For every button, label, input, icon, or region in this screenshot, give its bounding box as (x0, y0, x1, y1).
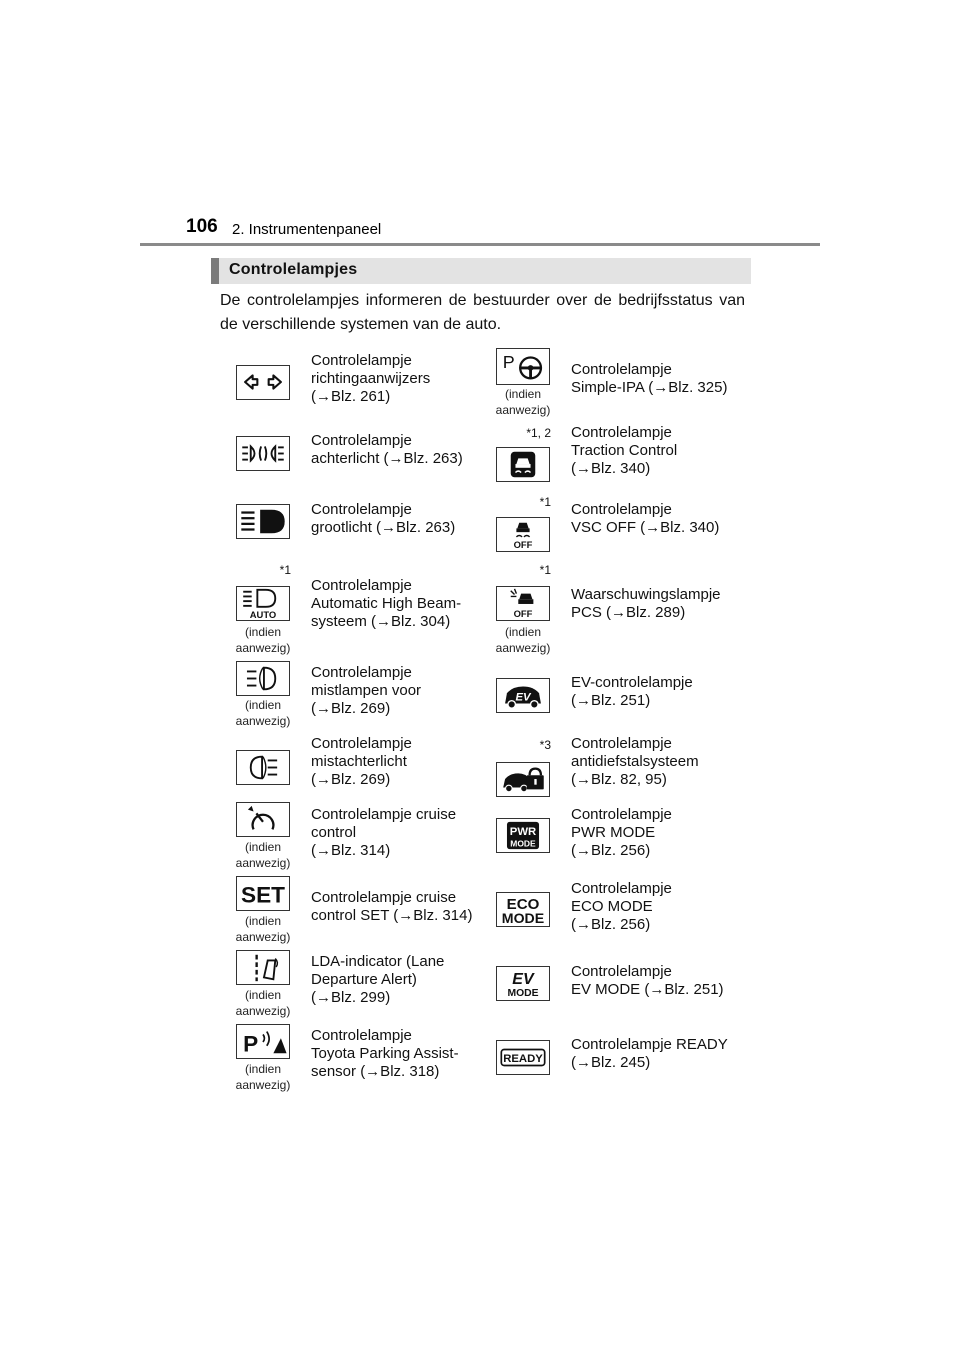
lda-description: LDA-indicator (Lane Departure Alert) (→Blz. 299) (311, 953, 445, 1006)
tail-lights-description: Controlelampje achterlicht (→Blz. 263) (311, 432, 463, 467)
optional-note: (indien aanwezig) (495, 387, 551, 417)
front-fog-description: Controlelampje mistlampen voor (→Blz. 269) (311, 664, 422, 717)
tail-lights-icon (236, 436, 290, 471)
eco-label: ECO (506, 896, 540, 914)
optional-note: (indien aanwezig) (235, 698, 291, 728)
eco-mode-description: Controlelampje ECO MODE (→Blz. 256) (571, 880, 672, 933)
ev-label: EV (512, 969, 534, 988)
intro-paragraph: De controlelampjes informeren de bestuurder over de bedrijfsstatus van de verschillende systemen van de auto. (220, 292, 745, 333)
lane-departure-icon (236, 950, 290, 985)
vsc-off-description: Controlelampje VSC OFF (→Blz. 340) (571, 501, 720, 536)
section-title: Controlelampjes (229, 261, 358, 278)
off-label: OFF (513, 608, 533, 620)
ev-mode-icon (496, 966, 550, 1001)
eco-mode-icon (496, 892, 550, 927)
off-label: OFF (513, 539, 533, 551)
mode-label: MODE (507, 988, 539, 1000)
cruise-control-icon (236, 802, 290, 837)
simple-ipa-description: Controlelampje Simple-IPA (→Blz. 325) (571, 361, 728, 396)
footnote-marker: *1 (279, 563, 291, 577)
traction-control-icon (496, 447, 550, 482)
ready-description: Controlelampje READY (→Blz. 245) (571, 1036, 728, 1071)
header-rule (140, 243, 820, 246)
pcs-warning-icon (496, 586, 550, 621)
pwr-label: PWR (509, 826, 537, 839)
footnote-marker: *1 (539, 495, 551, 509)
cruise-set-icon (236, 876, 290, 911)
high-beam-icon (236, 504, 290, 539)
optional-note: (indien aanwezig) (235, 988, 291, 1018)
footnote-marker: *1, 2 (526, 426, 551, 440)
cruise-control-description: Controlelampje cruise control (→Blz. 314) (311, 806, 457, 859)
high-beam-description: Controlelampje grootlicht (→Blz. 263) (311, 501, 456, 536)
p-label: P (502, 351, 515, 372)
set-label: SET (241, 882, 285, 908)
front-fog-light-icon (236, 661, 290, 696)
mode-label: MODE (501, 910, 545, 926)
anti-theft-description: Controlelampje antidiefstalsysteem (→Blz. 82, 95) (571, 735, 699, 788)
pwr-mode-icon (496, 818, 550, 853)
vsc-off-icon (496, 517, 550, 552)
section-heading-bar (211, 258, 751, 284)
pcs-description: Waarschuwingslampje PCS (→Blz. 289) (571, 586, 721, 621)
ev-mode-description: Controlelampje EV MODE (→Blz. 251) (571, 963, 724, 998)
footnote-marker: *1 (539, 563, 551, 577)
p-label: P (243, 1031, 259, 1057)
rear-fog-description: Controlelampje mistachterlicht (→Blz. 269) (311, 735, 412, 788)
footnote-marker: *3 (539, 738, 551, 752)
pwr-mode-description: Controlelampje PWR MODE (→Blz. 256) (571, 806, 672, 859)
traction-control-description: Controlelampje Traction Control (→Blz. 340) (571, 424, 678, 477)
turn-signal-description: Controlelampje richtingaanwijzers (→Blz. 261) (311, 352, 431, 405)
auto-high-beam-description: Controlelampje Automatic High Beam- systeem (→Blz. 304) (311, 577, 462, 630)
parking-assist-icon (236, 1024, 290, 1059)
rear-fog-light-icon (236, 750, 290, 785)
turn-signal-arrows-icon (236, 365, 290, 400)
auto-high-beam-icon (236, 586, 290, 621)
mode-label: MODE (510, 838, 536, 849)
ev-indicator-icon (496, 678, 550, 713)
anti-theft-icon (496, 762, 550, 797)
page-number: 106 (186, 216, 218, 237)
ev-label: EV (515, 691, 531, 704)
optional-note: (indien aanwezig) (235, 625, 291, 655)
auto-label: AUTO (249, 609, 277, 620)
parking-assist-description: Controlelampje Toyota Parking Assist- sensor (→Blz. 318) (311, 1027, 459, 1080)
ready-icon (496, 1040, 550, 1075)
ready-label: READY (503, 1053, 543, 1066)
cruise-set-description: Controlelampje cruise control SET (→Blz. 314) (311, 889, 473, 924)
optional-note: (indien aanwezig) (235, 1062, 291, 1092)
ev-description: EV-controlelampje (→Blz. 251) (571, 674, 693, 709)
optional-note: (indien aanwezig) (235, 840, 291, 870)
simple-ipa-icon (496, 348, 550, 385)
optional-note: (indien aanwezig) (495, 625, 551, 655)
optional-note: (indien aanwezig) (235, 914, 291, 944)
chapter-title: 2. Instrumentenpaneel (232, 221, 382, 238)
